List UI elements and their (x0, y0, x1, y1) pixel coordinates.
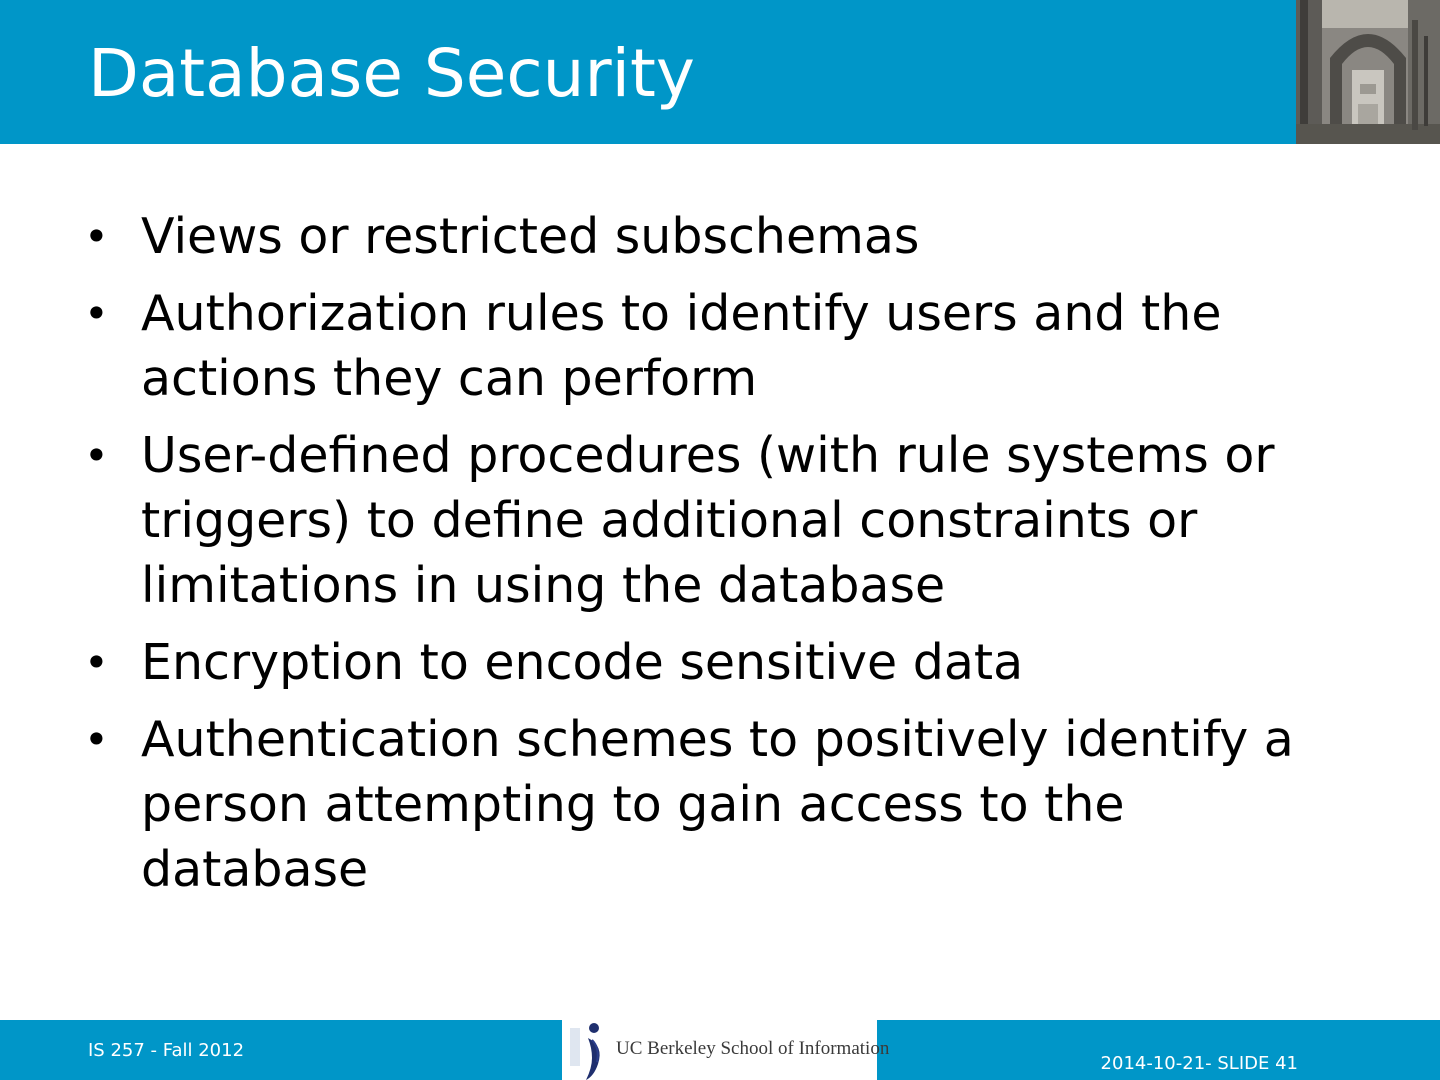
slide-number: 2014-10-21- SLIDE 41 (1100, 1053, 1298, 1074)
bullet-icon: • (84, 212, 109, 261)
content-area (84, 204, 1324, 914)
bullet-text: Encryption to encode sensitive data (141, 634, 1024, 691)
bullet-text: Authentication schemes to positively identify a person attempting to gain access to the database (141, 711, 1294, 898)
bullet-item (84, 281, 1324, 411)
bullet-item (84, 423, 1324, 618)
campus-photo-image (1296, 0, 1440, 144)
logo-text: UC Berkeley School of Information (616, 1038, 890, 1059)
slide-title: Database Security (88, 35, 695, 112)
bullet-icon: • (84, 289, 109, 338)
ischool-logo (562, 1020, 890, 1080)
bullet-item (84, 630, 1324, 695)
bullet-icon: • (84, 638, 109, 687)
campus-photo (1296, 0, 1440, 144)
bullet-text: Views or restricted subschemas (141, 208, 920, 265)
footer-bar-left (0, 1020, 562, 1080)
bullet-text: User-defined procedures (with rule systems or triggers) to define additional constraints or limitations in using the database (141, 427, 1275, 614)
ischool-logo-icon (570, 1020, 610, 1080)
bullet-item (84, 707, 1324, 902)
bullet-icon: • (84, 715, 109, 764)
bullet-list (84, 204, 1324, 902)
bullet-icon: • (84, 431, 109, 480)
course-label: IS 257 - Fall 2012 (88, 1040, 245, 1061)
title-bar (0, 0, 1296, 144)
bullet-text: Authorization rules to identify users and the actions they can perform (141, 285, 1222, 407)
bullet-item (84, 204, 1324, 269)
